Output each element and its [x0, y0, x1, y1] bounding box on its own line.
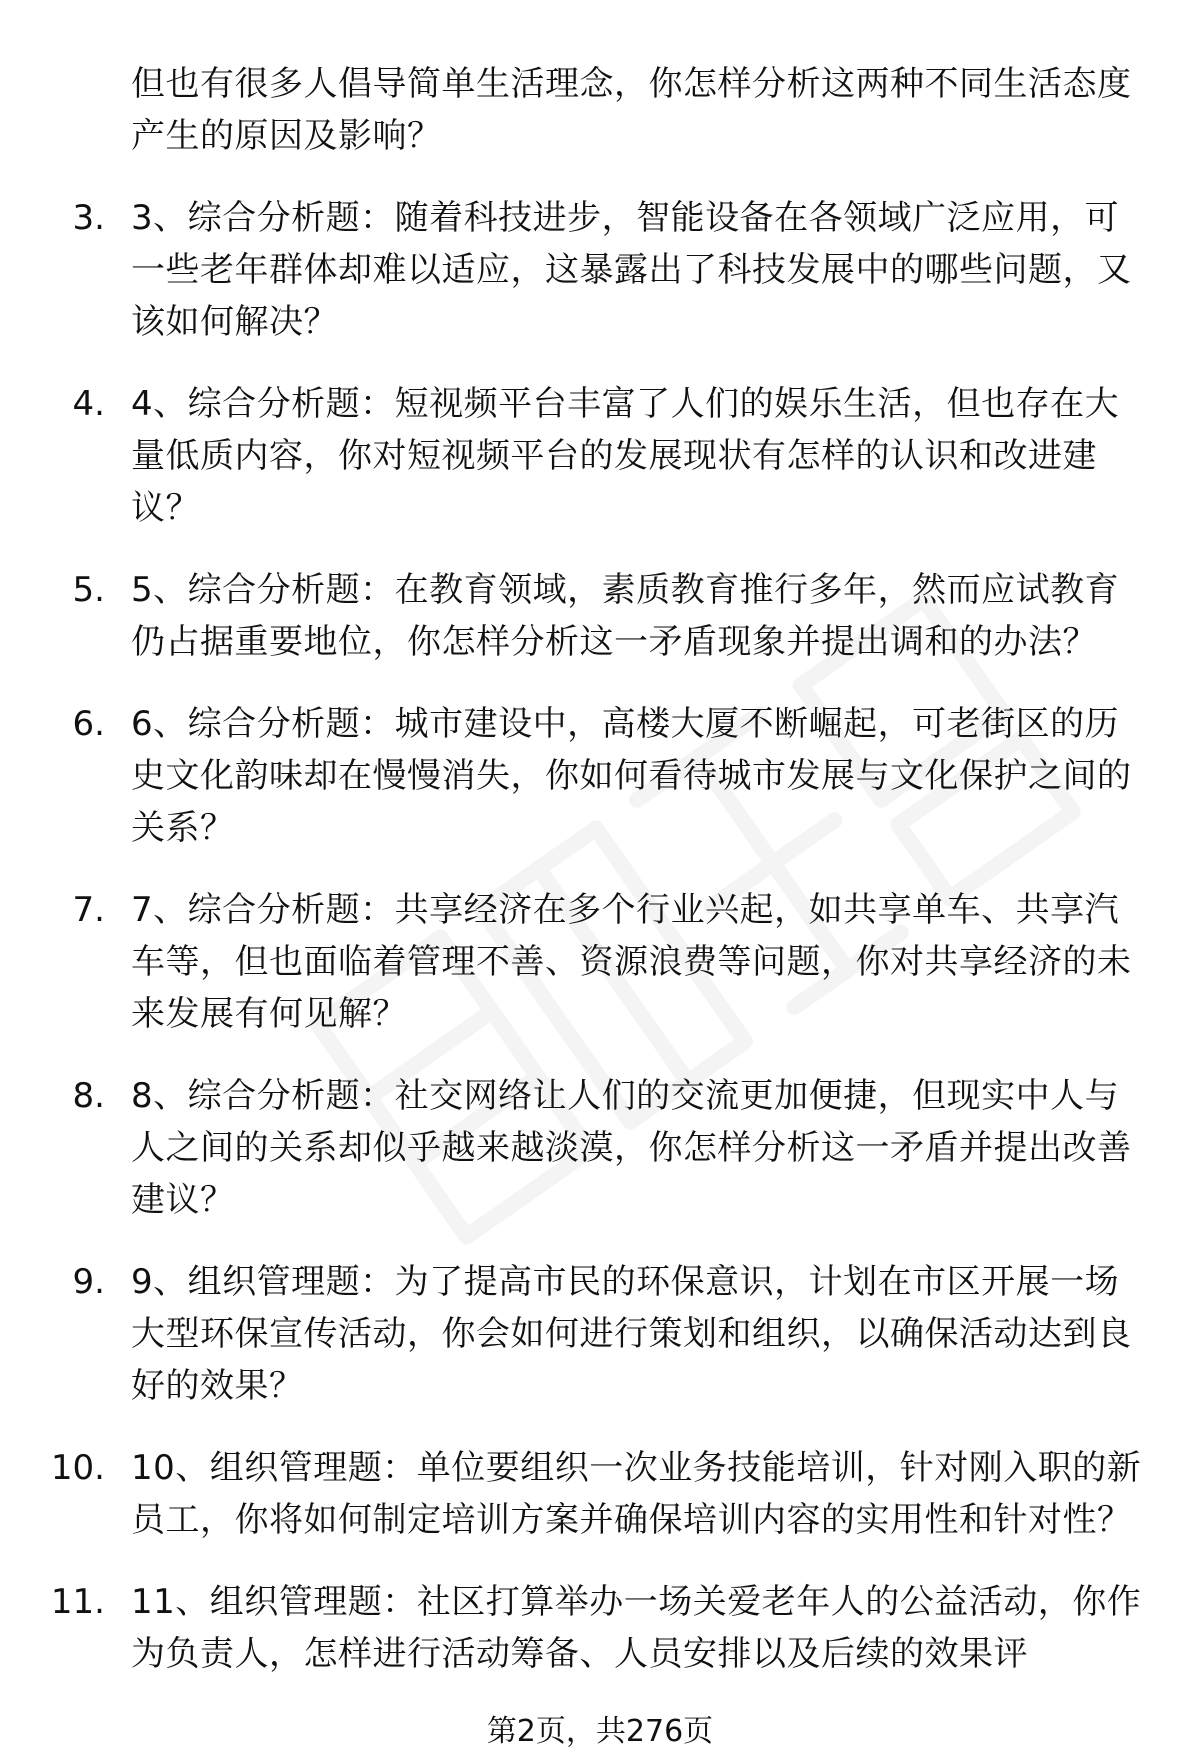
- list-item: [0, 698, 1200, 854]
- list-item-text: 5、综合分析题：在教育领域，素质教育推行多年，然而应试教育仍占据重要地位，你怎样分析这一矛盾现象并提出调和的办法？: [131, 570, 1120, 662]
- list-item: [0, 378, 1200, 534]
- list-item: [0, 1256, 1200, 1412]
- list-item: [0, 564, 1200, 668]
- list-item-text: 8、综合分析题：社交网络让人们的交流更加便捷，但现实中人与人之间的关系却似乎越来越淡漠，你怎样分析这一矛盾并提出改善建议？: [131, 1076, 1132, 1220]
- list-item-text: 4、综合分析题：短视频平台丰富了人们的娱乐生活，但也存在大量低质内容，你对短视频平台的发展现状有怎样的认识和改进建议？: [131, 384, 1120, 528]
- list-item: [0, 884, 1200, 1040]
- list-item-number: 11.: [50, 1582, 105, 1622]
- list-item-text: 6、综合分析题：城市建设中，高楼大厦不断崛起，可老街区的历史文化韵味却在慢慢消失，你如何看待城市发展与文化保护之间的关系？: [131, 704, 1132, 848]
- list-item-number: 10.: [50, 1448, 105, 1488]
- list-item-text: 10、组织管理题：单位要组织一次业务技能培训，针对刚入职的新员工，你将如何制定培训方案并确保培训内容的实用性和针对性？: [131, 1448, 1142, 1540]
- list-item-text: 9、组织管理题：为了提高市民的环保意识，计划在市区开展一场大型环保宣传活动，你会如何进行策划和组织，以确保活动达到良好的效果？: [131, 1262, 1132, 1406]
- list-item-number: 5.: [72, 570, 105, 610]
- list-item-text: 7、综合分析题：共享经济在多个行业兴起，如共享单车、共享汽车等，但也面临着管理不善、资源浪费等问题，你对共享经济的未来发展有何见解？: [131, 890, 1132, 1034]
- document-body: [0, 58, 1200, 1680]
- list-item-text: 11、组织管理题：社区打算举办一场关爱老年人的公益活动，你作为负责人，怎样进行活动筹备、人员安排以及后续的效果评: [131, 1582, 1142, 1674]
- list-item: [0, 1576, 1200, 1680]
- continued-question-text: 但也有很多人倡导简单生活理念，你怎样分析这两种不同生活态度产生的原因及影响？: [131, 64, 1132, 156]
- question-list: [0, 192, 1200, 1680]
- list-item: [0, 192, 1200, 348]
- list-item-number: 7.: [72, 890, 105, 930]
- list-item-number: 3.: [72, 198, 105, 238]
- list-item-number: 9.: [72, 1262, 105, 1302]
- list-item-number: 4.: [72, 384, 105, 424]
- page-number-footer: 第2页，共276页: [486, 1714, 714, 1749]
- list-item-number: 8.: [72, 1076, 105, 1116]
- list-item: [0, 1442, 1200, 1546]
- list-item: [0, 1070, 1200, 1226]
- list-item-number: 6.: [72, 704, 105, 744]
- list-item-text: 3、综合分析题：随着科技进步，智能设备在各领域广泛应用，可一些老年群体却难以适应，这暴露出了科技发展中的哪些问题，又该如何解决？: [131, 198, 1132, 342]
